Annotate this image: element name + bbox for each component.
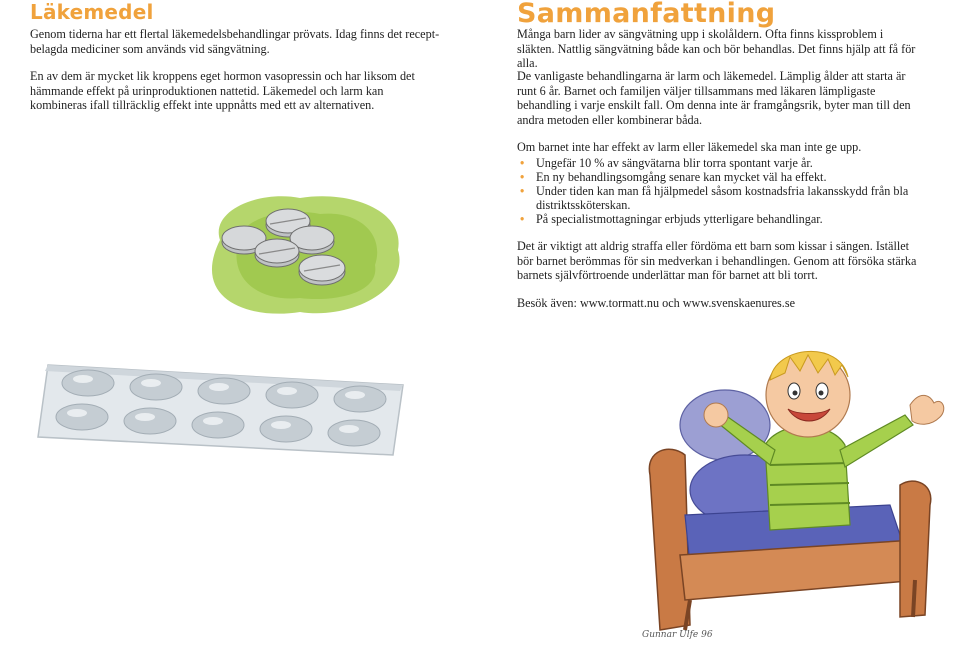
bullet-item: • På specialistmottagningar erbjuds ytterligare behandlingar. — [517, 212, 927, 226]
left-page-title: Läkemedel — [30, 0, 154, 24]
tablets-on-grass-illustration — [180, 180, 420, 340]
bullet-item: • Under tiden kan man få hjälpmedel såsom kostnadsfria lakansskydd från bla distriktssköterskan. — [517, 184, 927, 212]
summary-paragraph-2: De vanligaste behandlingarna är larm och läkemedel. Lämplig ålder att starta är runt 6 år. Barnet och familjen väljer tillsammans med läkaren lämpligaste behandling i varje enskilt fall. Om denna inte är framgångsrik, byter man till den andra metoden eller kombinerar båda. — [517, 69, 911, 127]
blister-pack-illustration — [28, 345, 428, 470]
left-paragraph-2: En av dem är mycket lik kroppens eget hormon vasopressin och har liksom det hämmande effekt på urinproduktionen nattetid. Läkemedel och larm kan kombineras ifall tillräcklig effekt inte uppnåtts med ett av alternativen. — [30, 69, 415, 113]
summary-links-paragraph: Besök även: www.tormatt.nu och www.svenskaenures.se — [517, 296, 795, 310]
right-page-title: Sammanfattning — [517, 0, 776, 29]
illustrator-signature: Gunnar Ulfe 96 — [642, 630, 713, 640]
summary-bullet-list — [517, 156, 927, 226]
bullet-item: • En ny behandlingsomgång senare kan mycket väl ha effekt. — [517, 170, 927, 184]
bullet-item: • Ungefär 10 % av sängvätarna blir torra spontant varje år. — [517, 156, 927, 170]
summary-paragraph-1: Många barn lider av sängvätning upp i skolåldern. Ofta finns kissproblem i släkten. Nattlig sängvätning både kan och bör behandlas. Det finns hjälp att få för alla. — [517, 27, 916, 71]
happy-child-in-bed-illustration — [630, 325, 955, 647]
summary-paragraph-4: Det är viktigt att aldrig straffa eller fördöma ett barn som kissar i sängen. Istället bör barnet berömmas för sin medverkan i behandlingen. Genom att försöka stärka barnets självförtroende underlättar man för barnet att bli torrt. — [517, 239, 917, 283]
summary-paragraph-3: Om barnet inte har effekt av larm eller läkemedel ska man inte ge upp. — [517, 140, 862, 154]
left-paragraph-1: Genom tiderna har ett flertal läkemedelsbehandlingar prövats. Idag finns det recept-belagda mediciner som används vid sängvätning. — [30, 27, 440, 56]
